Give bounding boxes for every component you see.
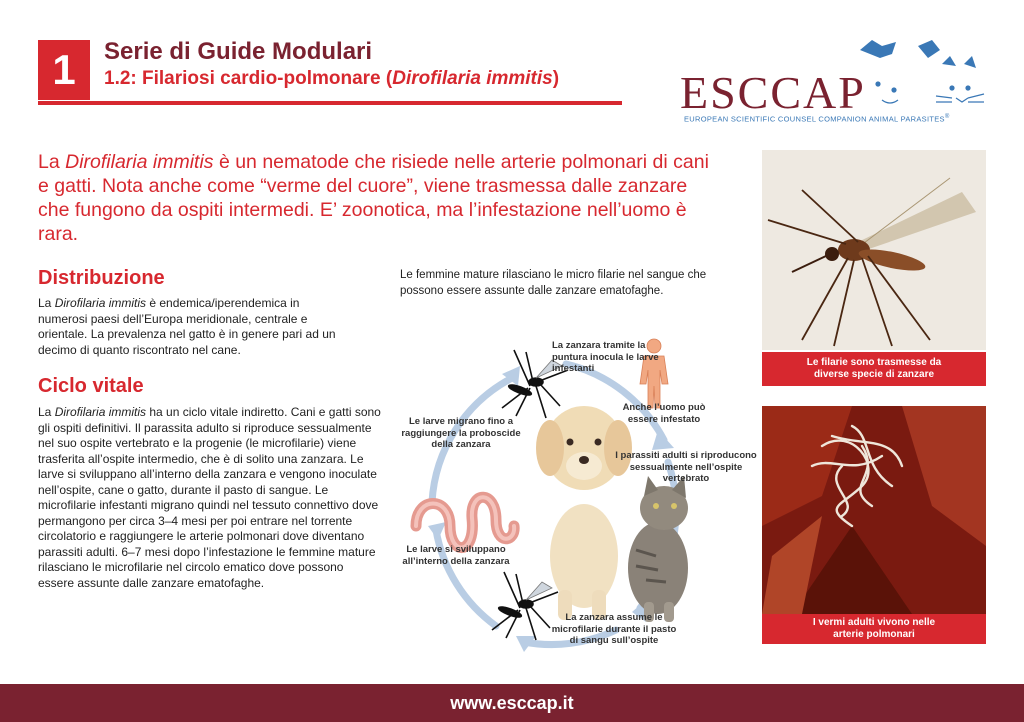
subtitle-suffix: ) xyxy=(552,68,560,89)
diagram-label-migration: Le larve migrano fino a raggiungere la proboscide della zanzara xyxy=(401,416,521,450)
lifecycle-text: ha un ciclo vitale indiretto. Cani e gatti sono gli ospiti definitivi. Il parassita adulto si riproduce sessualmente nel suo ospite vertebrato e la progenie (le microfilarie) viene trasferita all’ospite intermedio, che è di solito una zanzara. Le larve si sviluppano all’interno della zanzara e vengono inoculate nell’ospite, cane o gatto, durante il pasto di sangue. Le microfilarie infestanti migrano quindi nel tessuto connettivo dove permangono per circa 3–4 mesi per poi entrare nel torrente circolatorio e raggiungere le arterie polmonari dove diventano parassiti adulti. 6–7 mesi dopo l’infestazione le femmine mature rilasciano le microfilarie nel circolo ematico dove possono essere assunte dalle zanzare ematofaghe. xyxy=(38,405,381,590)
intro-prefix: La xyxy=(38,151,66,173)
intro-species: Dirofilaria immitis xyxy=(65,151,214,173)
lifecycle-prefix: La xyxy=(38,405,55,419)
header-rule xyxy=(38,101,622,105)
intro-text: è un nematode che risiede nelle arterie polmonari di cani e gatti. Nota anche come “verme del cuore”, viene trasmessa dalle zanzare che fungono da ospiti intermedi. E’ zoonotica, ma l’infestazione nell’uomo è rara. xyxy=(38,151,709,245)
diagram-label-blood-meal: La zanzara assume le microfilarie durante il pasto di sangu sull’ospite xyxy=(551,612,677,646)
diagram-top-text: Le femmine mature rilasciano le micro filarie nel sangue che possono essere assunte dalle zanzare ematofaghe. xyxy=(400,269,707,297)
guide-number-badge: 1 xyxy=(38,40,90,100)
esccap-logo-text: ESCCAP xyxy=(680,67,866,118)
worm-icon xyxy=(416,497,514,547)
mosquito-caption-text: Le filarie sono trasmesse da diverse specie di zanzare xyxy=(806,357,942,380)
subtitle-species: Dirofilaria immitis xyxy=(392,68,553,89)
cat-photo-icon xyxy=(628,476,688,622)
distribution-species: Dirofilaria immitis xyxy=(54,296,147,310)
distribution-text: è endemica/iperendemica in numerosi paesi dell’Europa meridionale, centrale e orientale. La prevalenza nel gatto è in genere pari ad un decimo di quanto riscontrato nel cane. xyxy=(38,296,336,357)
cat-dog-silhouette-icon xyxy=(856,36,986,118)
mosquito-photo xyxy=(762,150,986,350)
intro-paragraph xyxy=(38,150,718,246)
guide-subtitle xyxy=(104,68,559,90)
lifecycle-species: Dirofilaria immitis xyxy=(54,405,147,419)
tagline-text: EUROPEAN SCIENTIFIC COUNSEL COMPANION ANIMAL PARASITES xyxy=(684,114,945,124)
diagram-label-human: Anche l’uomo può essere infestato xyxy=(622,402,706,425)
heartworm-photo xyxy=(762,406,986,614)
diagram-label-development: Le larve si sviluppano all’interno della zanzara xyxy=(402,544,510,567)
lifecycle-heading: Ciclo vitale xyxy=(38,375,144,397)
heartworm-caption-text: I vermi adulti vivono nelle arterie polmonari xyxy=(812,617,936,640)
mosquito-photo-caption xyxy=(762,352,986,386)
distribution-heading: Distribuzione xyxy=(38,267,165,289)
distribution-paragraph xyxy=(38,296,340,358)
distribution-prefix: La xyxy=(38,296,55,310)
series-title: Serie di Guide Modulari xyxy=(104,38,373,65)
footer-url[interactable]: www.esccap.it xyxy=(0,684,1024,722)
esccap-tagline xyxy=(684,114,950,124)
lifecycle-paragraph xyxy=(38,405,382,591)
diagram-label-inoculation: La zanzara tramite la puntura inocula le larve infestanti xyxy=(552,340,659,374)
diagram-label-reproduction: I parassiti adulti si riproducono sessualmente nell’ospite vertebrato xyxy=(615,450,757,484)
registered-mark: ® xyxy=(944,114,950,120)
heartworm-photo-caption xyxy=(762,614,986,644)
subtitle-prefix: 1.2: Filariosi cardio-polmonare ( xyxy=(104,68,393,89)
